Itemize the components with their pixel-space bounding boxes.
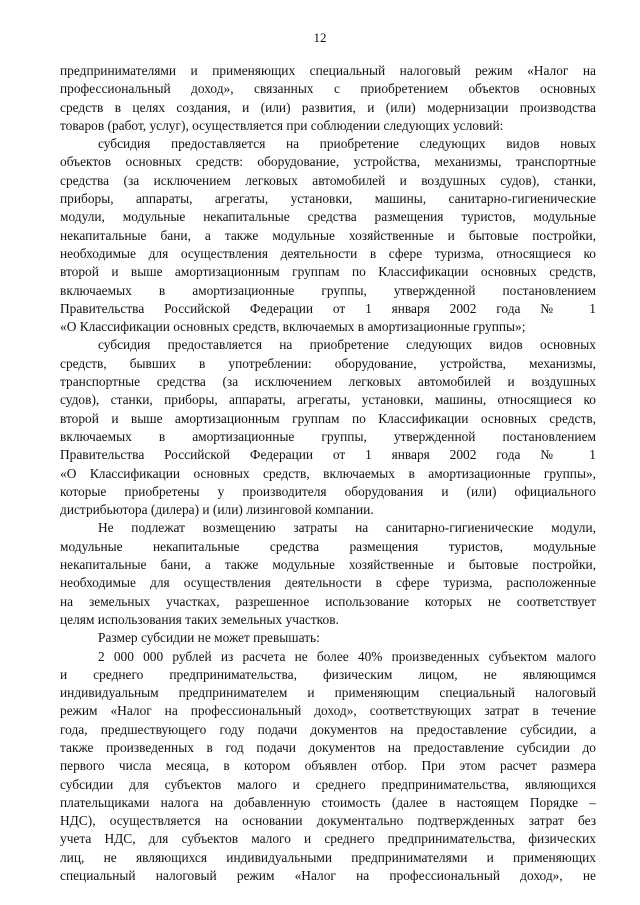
text-line: субсидия предоставляется на приобретение следующих видов основных — [98, 337, 596, 353]
text-line: Не подлежат возмещению затраты на санитарно-гигиенические модули, — [98, 520, 596, 536]
text-line: средств, бывших в употреблении: оборудование, устройства, механизмы, — [60, 355, 596, 371]
text-line: субсидии для субъектов малого и среднего предпринимательства, являющихся — [60, 776, 596, 792]
paragraph — [60, 135, 596, 336]
text-line: включаемых в амортизационные группы, утвержденной постановлением — [60, 428, 596, 444]
text-line: режим «Налог на профессиональный доход», соответствующих затрат в течение — [60, 703, 596, 719]
text-line: первого числа месяца, в котором объявлен отбор. При этом расчет размера — [60, 758, 596, 774]
paragraph — [60, 336, 596, 519]
text-line: судов), станки, приборы, аппараты, агрегаты, установки, машины, относящиеся ко — [60, 392, 596, 408]
text-line: «О Классификации основных средств, включаемых в амортизационные группы»; — [60, 319, 526, 335]
text-line: учета НДС, для субъектов малого и среднего предпринимательства, физических — [60, 831, 596, 847]
text-line: на земельных участках, разрешенное использование которых не соответствует — [60, 593, 596, 609]
text-line: дистрибьютора (дилера) и (или) лизинговой компании. — [60, 502, 374, 518]
text-line: также произведенных в год подачи документов на предоставление субсидии до — [60, 739, 596, 755]
text-line: включаемых в амортизационные группы, утвержденной постановлением — [60, 282, 596, 298]
text-line: предпринимателями и применяющих специальный налоговый режим «Налог на — [60, 63, 596, 78]
text-line: второй и выше амортизационным группам по Классификации основных средств, — [60, 264, 596, 280]
text-line: транспортные средства (за исключением легковых автомобилей и воздушных — [60, 374, 596, 390]
text-line: целям использования таких земельных участков. — [60, 611, 339, 627]
paragraph — [60, 519, 596, 629]
text-line: субсидия предоставляется на приобретение следующих видов новых — [98, 136, 596, 152]
paragraph — [60, 648, 596, 886]
text-line: Правительства Российской Федерации от 1 января 2002 года № 1 — [60, 300, 596, 316]
text-line: необходимые для осуществления деятельности в сфере туризма, расположенные — [60, 575, 596, 591]
text-line: и среднего предпринимательства, физическим лицом, не являющимся — [60, 666, 596, 682]
document-body — [60, 62, 596, 885]
text-line: 2 000 000 рублей из расчета не более 40% произведенных субъектом малого — [98, 648, 596, 664]
text-line: лиц, не являющихся индивидуальными предпринимателями и применяющих — [60, 849, 596, 865]
text-line: «О Классификации основных средств, включаемых в амортизационные группы», — [60, 465, 596, 481]
text-line: некапитальные бани, а также модульные хозяйственные и бытовые постройки, — [60, 557, 596, 573]
text-line: которые приобретены у производителя оборудования и (или) официального — [60, 483, 596, 499]
text-line: необходимые для осуществления деятельности в сфере туризма, относящиеся ко — [60, 245, 596, 261]
paragraph — [60, 62, 596, 135]
text-line: средства (за исключением легковых автомобилей и воздушных судов), станки, — [60, 172, 596, 188]
text-line: специальный налоговый режим «Налог на профессиональный доход», не — [60, 868, 596, 884]
text-line: Правительства Российской Федерации от 1 января 2002 года № 1 — [60, 447, 596, 463]
text-line: приборы, аппараты, агрегаты, установки, машины, санитарно-гигиенические — [60, 191, 596, 207]
text-line: НДС), осуществляется на основании документально подтвержденных затрат без — [60, 813, 596, 829]
text-line: средств в целях создания, и (или) развития, и (или) модернизации производства — [60, 99, 596, 115]
text-line: индивидуальным предпринимателем и применяющим специальный налоговый — [60, 685, 596, 701]
text-line: года, предшествующего году подачи документов на предоставление субсидии, а — [60, 721, 596, 737]
text-line: объектов основных средств: оборудование, устройства, механизмы, транспортные — [60, 154, 596, 170]
text-line: плательщиками налога на добавленную стоимость (далее в настоящем Порядке – — [60, 794, 596, 810]
text-line: второй и выше амортизационным группам по Классификации основных средств, — [60, 410, 596, 426]
page-number: 12 — [313, 30, 327, 45]
text-line: некапитальные бани, а также модульные хозяйственные и бытовые постройки, — [60, 227, 596, 243]
text-line: Размер субсидии не может превышать: — [98, 630, 320, 646]
text-line: модули, модульные некапитальные средства размещения туристов, модульные — [60, 209, 596, 225]
text-line: модульные некапитальные средства размещения туристов, модульные — [60, 538, 596, 554]
text-line: товаров (работ, услуг), осуществляется при соблюдении следующих условий: — [60, 117, 504, 133]
paragraph — [60, 629, 596, 647]
text-line: профессиональный доход», связанных с приобретением объектов основных — [60, 81, 596, 97]
